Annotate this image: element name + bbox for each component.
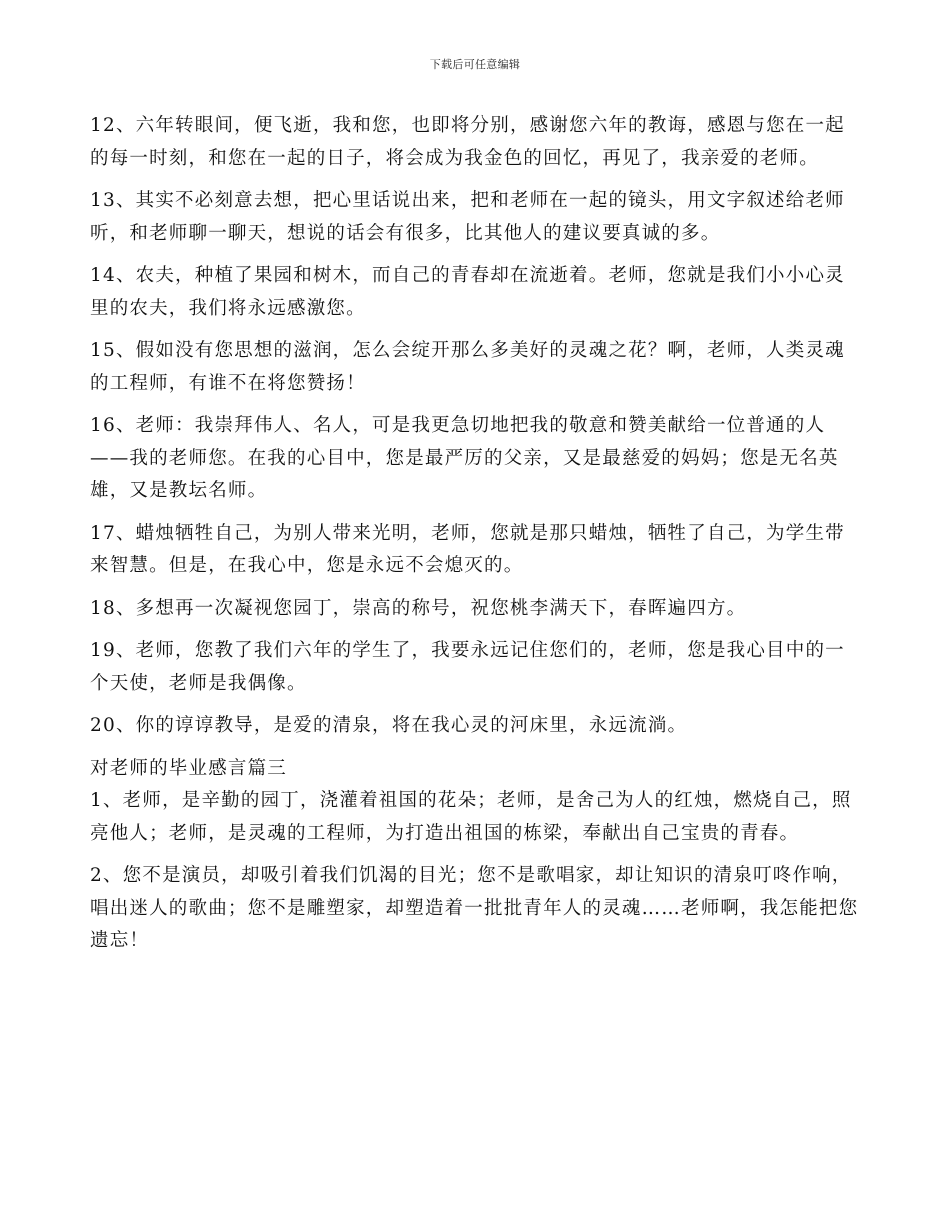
paragraph-13: 13、其实不必刻意去想，把心里话说出来，把和老师在一起的镜头，用文字叙述给老师听，和老师聊一聊天，想说的话会有很多，比其他人的建议要真诚的多。 — [90, 190, 845, 244]
paragraph-15: 15、假如没有您思想的滋润，怎么会绽开那么多美好的灵魂之花？啊，老师，人类灵魂的工程师，有谁不在将您赞扬！ — [90, 340, 845, 394]
section-heading: 对老师的毕业感言篇三 — [90, 757, 288, 779]
paragraph-20: 20、你的谆谆教导，是爱的清泉，将在我心灵的河床里，永远流淌。 — [90, 715, 688, 736]
paragraph-18: 18、多想再一次凝视您园丁，崇高的称号，祝您桃李满天下，春晖遍四方。 — [90, 597, 747, 619]
paragraph-19: 19、老师，您教了我们六年的学生了，我要永远记住您们的，老师，您是我心目中的一个天使，老师是我偶像。 — [90, 640, 845, 694]
section-paragraph-2: 2、您不是演员，却吸引着我们饥渴的目光；您不是歌唱家，却让知识的清泉叮咚作响，唱出迷人的歌曲；您不是雕塑家，却塑造着一批批青年人的灵魂……老师啊，我怎能把您遗忘！ — [90, 865, 859, 951]
document-body — [90, 110, 860, 968]
paragraph-16: 16、老师：我崇拜伟人、名人，可是我更急切地把我的敬意和赞美献给一位普通的人——我的老师您。在我的心目中，您是最严厉的父亲，又是最慈爱的妈妈；您是无名英雄，又是教坛名师。 — [90, 415, 839, 501]
section-paragraph-1: 1、老师，是辛勤的园丁，浇灌着祖国的花朵；老师，是舍己为人的红烛，燃烧自己，照亮他人；老师，是灵魂的工程师，为打造出祖国的栋梁，奉献出自己宝贵的青春。 — [90, 790, 852, 844]
paragraph-12: 12、六年转眼间，便飞逝，我和您，也即将分别，感谢您六年的教诲，感恩与您在一起的每一时刻，和您在一起的日子，将会成为我金色的回忆，再见了，我亲爱的老师。 — [90, 115, 845, 169]
paragraph-14: 14、农夫，种植了果园和树木，而自己的青春却在流逝着。老师，您就是我们小小心灵里的农夫，我们将永远感激您。 — [90, 265, 845, 319]
paragraph-17: 17、蜡烛牺牲自己，为别人带来光明，老师，您就是那只蜡烛，牺牲了自己，为学生带来智慧。但是，在我心中，您是永远不会熄灭的。 — [90, 522, 845, 576]
page-header: 下载后可任意编辑 — [429, 58, 521, 71]
